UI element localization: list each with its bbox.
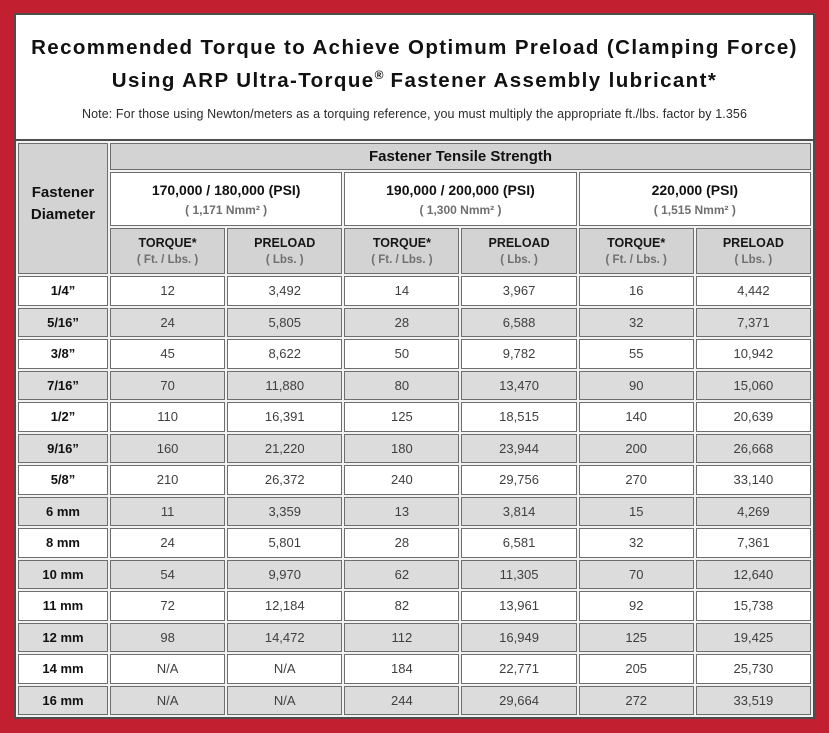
tensile-strength-header-row	[18, 143, 811, 170]
nmm-value: ( 1,300 Nmm² )	[419, 202, 502, 217]
preload-label: PRELOAD	[722, 236, 784, 250]
preload-label: PRELOAD	[488, 236, 550, 250]
table-row	[18, 434, 811, 464]
torque-value-cell: 24	[110, 528, 225, 558]
diameter-cell: 1/2”	[18, 402, 108, 432]
diameter-cell: 5/16”	[18, 308, 108, 338]
preload-value-cell: 20,639	[696, 402, 811, 432]
preload-value-cell: 3,967	[461, 276, 576, 306]
preload-value-cell: N/A	[227, 654, 342, 684]
torque-value-cell: 244	[344, 686, 459, 716]
torque-unit: ( Ft. / Lbs. )	[136, 254, 199, 266]
psi-value: 190,000 / 200,000 (PSI)	[386, 181, 535, 198]
preload-value-cell: 4,269	[696, 497, 811, 527]
torque-value-cell: N/A	[110, 686, 225, 716]
torque-value-cell: 14	[344, 276, 459, 306]
preload-unit: ( Lbs. )	[500, 254, 538, 266]
title-line-2-tail: Fastener Assembly lubricant*	[383, 68, 718, 92]
preload-value-cell: 15,060	[696, 371, 811, 401]
preload-value-cell: 14,472	[227, 623, 342, 653]
torque-value-cell: 62	[344, 560, 459, 590]
preload-value-cell: 6,581	[461, 528, 576, 558]
torque-value-cell: 184	[344, 654, 459, 684]
torque-value-cell: 15	[579, 497, 694, 527]
psi-group-header-170-180	[110, 172, 342, 226]
table-row	[18, 371, 811, 401]
fastener-diameter-header	[18, 143, 108, 274]
title-line-1: Recommended Torque to Achieve Optimum Preload (Clamping Force)	[31, 36, 798, 59]
preload-value-cell: 21,220	[227, 434, 342, 464]
torque-value-cell: 45	[110, 339, 225, 369]
torque-value-cell: 32	[579, 308, 694, 338]
diameter-cell: 3/8”	[18, 339, 108, 369]
title-block	[16, 15, 813, 139]
diameter-cell: 5/8”	[18, 465, 108, 495]
torque-value-cell: 110	[110, 402, 225, 432]
preload-value-cell: 22,771	[461, 654, 576, 684]
torque-value-cell: 70	[110, 371, 225, 401]
diameter-cell: 11 mm	[18, 591, 108, 621]
preload-value-cell: N/A	[227, 686, 342, 716]
preload-column-header	[227, 228, 342, 274]
torque-value-cell: 54	[110, 560, 225, 590]
preload-value-cell: 18,515	[461, 402, 576, 432]
psi-value: 220,000 (PSI)	[651, 181, 738, 198]
preload-value-cell: 29,756	[461, 465, 576, 495]
nmm-value: ( 1,515 Nmm² )	[653, 202, 736, 217]
nmm-value: ( 1,171 Nmm² )	[185, 202, 268, 217]
diameter-cell: 7/16”	[18, 371, 108, 401]
preload-value-cell: 5,805	[227, 308, 342, 338]
torque-value-cell: 160	[110, 434, 225, 464]
diameter-cell: 16 mm	[18, 686, 108, 716]
preload-value-cell: 12,184	[227, 591, 342, 621]
torque-value-cell: 112	[344, 623, 459, 653]
torque-value-cell: 180	[344, 434, 459, 464]
preload-value-cell: 5,801	[227, 528, 342, 558]
torque-value-cell: 50	[344, 339, 459, 369]
preload-value-cell: 6,588	[461, 308, 576, 338]
table-row	[18, 339, 811, 369]
document-panel	[14, 13, 815, 719]
preload-value-cell: 13,961	[461, 591, 576, 621]
torque-value-cell: 28	[344, 308, 459, 338]
preload-column-header	[696, 228, 811, 274]
torque-column-header	[344, 228, 459, 274]
torque-value-cell: 80	[344, 371, 459, 401]
preload-value-cell: 12,640	[696, 560, 811, 590]
preload-value-cell: 3,359	[227, 497, 342, 527]
torque-value-cell: 125	[579, 623, 694, 653]
torque-value-cell: 13	[344, 497, 459, 527]
torque-value-cell: 32	[579, 528, 694, 558]
preload-value-cell: 15,738	[696, 591, 811, 621]
torque-value-cell: 82	[344, 591, 459, 621]
torque-value-cell: 240	[344, 465, 459, 495]
preload-value-cell: 33,519	[696, 686, 811, 716]
preload-value-cell: 23,944	[461, 434, 576, 464]
torque-unit: ( Ft. / Lbs. )	[605, 254, 667, 266]
torque-preload-header-row	[18, 228, 811, 274]
torque-value-cell: 16	[579, 276, 694, 306]
torque-value-cell: 28	[344, 528, 459, 558]
psi-value: 170,000 / 180,000 (PSI)	[151, 181, 301, 198]
diameter-cell: 10 mm	[18, 560, 108, 590]
torque-value-cell: 98	[110, 623, 225, 653]
torque-unit: ( Ft. / Lbs. )	[371, 254, 433, 266]
preload-value-cell: 8,622	[227, 339, 342, 369]
torque-value-cell: 125	[344, 402, 459, 432]
fastener-diameter-header-line1: Fastener	[31, 183, 95, 201]
torque-value-cell: N/A	[110, 654, 225, 684]
torque-value-cell: 200	[579, 434, 694, 464]
preload-value-cell: 16,949	[461, 623, 576, 653]
psi-group-header-190-200	[344, 172, 576, 226]
torque-value-cell: 272	[579, 686, 694, 716]
diameter-cell: 9/16”	[18, 434, 108, 464]
torque-value-cell: 270	[579, 465, 694, 495]
preload-value-cell: 10,942	[696, 339, 811, 369]
preload-value-cell: 4,442	[696, 276, 811, 306]
preload-value-cell: 33,140	[696, 465, 811, 495]
preload-label: PRELOAD	[254, 236, 316, 250]
registered-trademark: ®	[374, 67, 384, 82]
table-row	[18, 402, 811, 432]
torque-spec-table	[16, 139, 813, 717]
table-row	[18, 528, 811, 558]
preload-value-cell: 19,425	[696, 623, 811, 653]
psi-group-header-220	[579, 172, 811, 226]
note-text: Note: For those using Newton/meters as a torquing reference, you must multiply the appropriate ft./lbs. factor by 1.356	[81, 106, 747, 121]
table-row	[18, 623, 811, 653]
table-row	[18, 591, 811, 621]
preload-column-header	[461, 228, 576, 274]
preload-unit: ( Lbs. )	[734, 254, 773, 266]
diameter-cell: 14 mm	[18, 654, 108, 684]
preload-unit: ( Lbs. )	[265, 254, 304, 266]
torque-value-cell: 12	[110, 276, 225, 306]
preload-value-cell: 26,372	[227, 465, 342, 495]
preload-value-cell: 7,361	[696, 528, 811, 558]
table-row	[18, 276, 811, 306]
psi-header-row	[18, 172, 811, 226]
torque-value-cell: 140	[579, 402, 694, 432]
preload-value-cell: 26,668	[696, 434, 811, 464]
diameter-cell: 8 mm	[18, 528, 108, 558]
page-title	[16, 32, 813, 98]
torque-value-cell: 55	[579, 339, 694, 369]
preload-value-cell: 25,730	[696, 654, 811, 684]
table-row	[18, 560, 811, 590]
preload-value-cell: 3,492	[227, 276, 342, 306]
torque-value-cell: 24	[110, 308, 225, 338]
preload-value-cell: 16,391	[227, 402, 342, 432]
preload-value-cell: 11,880	[227, 371, 342, 401]
preload-value-cell: 29,664	[461, 686, 576, 716]
torque-label: TORQUE*	[138, 236, 197, 250]
table-row	[18, 465, 811, 495]
torque-column-header	[110, 228, 225, 274]
preload-value-cell: 3,814	[461, 497, 576, 527]
table-row	[18, 497, 811, 527]
preload-value-cell: 13,470	[461, 371, 576, 401]
diameter-cell: 1/4”	[18, 276, 108, 306]
torque-value-cell: 92	[579, 591, 694, 621]
torque-value-cell: 210	[110, 465, 225, 495]
preload-value-cell: 9,782	[461, 339, 576, 369]
preload-value-cell: 11,305	[461, 560, 576, 590]
torque-label: TORQUE*	[607, 236, 666, 250]
diameter-cell: 6 mm	[18, 497, 108, 527]
table-row	[18, 308, 811, 338]
table-row	[18, 654, 811, 684]
table-row	[18, 686, 811, 716]
torque-value-cell: 205	[579, 654, 694, 684]
torque-label: TORQUE*	[372, 236, 431, 250]
torque-value-cell: 72	[110, 591, 225, 621]
torque-value-cell: 11	[110, 497, 225, 527]
torque-value-cell: 90	[579, 371, 694, 401]
fastener-diameter-header-line2: Diameter	[30, 205, 96, 223]
preload-value-cell: 7,371	[696, 308, 811, 338]
diameter-cell: 12 mm	[18, 623, 108, 653]
torque-column-header	[579, 228, 694, 274]
title-line-2: Using ARP Ultra-Torque	[111, 68, 375, 92]
torque-value-cell: 70	[579, 560, 694, 590]
preload-value-cell: 9,970	[227, 560, 342, 590]
fastener-tensile-strength-header: Fastener Tensile Strength	[110, 143, 811, 170]
